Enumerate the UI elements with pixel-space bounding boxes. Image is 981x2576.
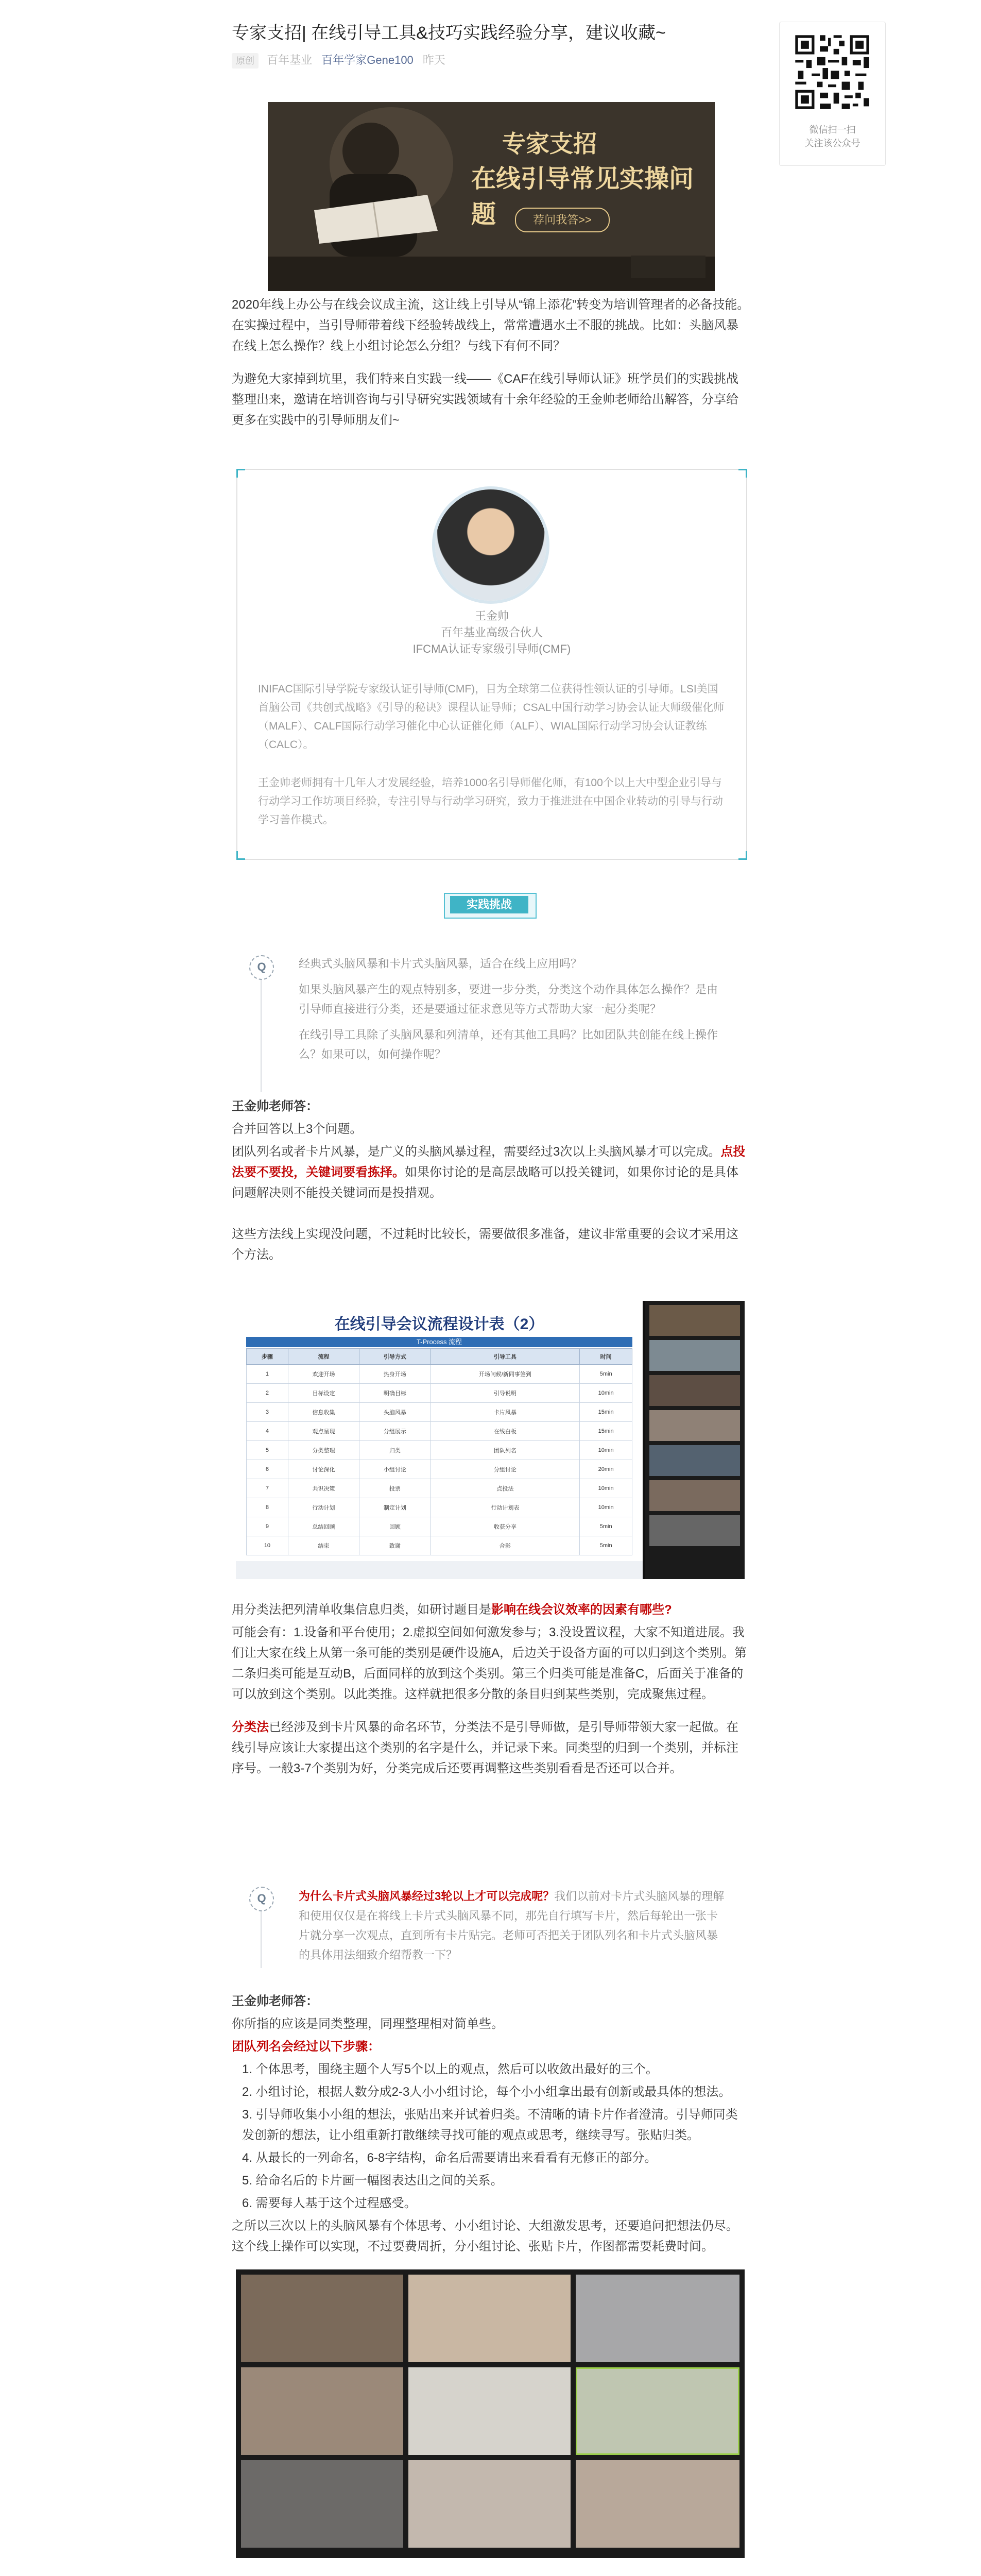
table-row — [247, 1479, 632, 1498]
table-row — [247, 1422, 632, 1441]
table-cell: 信息收集 — [288, 1403, 359, 1422]
table-row — [247, 1517, 632, 1536]
table-cell: 团队列名 — [431, 1441, 580, 1460]
article-title: 专家支招| 在线引导工具&技巧实践经验分享，建议收藏~ — [232, 23, 666, 43]
table-cell: 热身开场 — [359, 1365, 431, 1384]
intro-paragraph-1: 2020年线上办公与在线会议成主流，这让线上引导从“锦上添花”转变为培训管理者的必备技能。在实操过程中，当引导师带着线下经验转战线上，常常遭遇水土不服的挑战。比如：头脑风暴在线上怎么操作？线上小组讨论怎么分组？与线下有何不同？ — [232, 298, 750, 353]
expert-bio-1: INIFAC国际引导学院专家级认证引导师(CMF)，目为全球第二位获得性领认证的引导师。LSI美国首脑公司《共创式战略》《引导的秘诀》课程认证导师；CSAL中国行动学习协会认证大师级催化师（MALF）、CALF国际行动学习催化中心认证催化师（ALF）、WIAL国际行动学习协会认证教练（CALC）。 — [258, 683, 725, 751]
table-cell: 观点呈现 — [288, 1422, 359, 1441]
video-grid-screenshot — [236, 2269, 745, 2558]
table-row — [247, 1460, 632, 1479]
table-cell: 制定计划 — [359, 1498, 431, 1517]
table-cell: 目标设定 — [288, 1384, 359, 1403]
table-header-cell: 时间 — [580, 1349, 632, 1365]
step-item: 4. 从最长的一列命名，6-8字结构，命名后需要请出来看看有无修正的部分。 — [242, 2151, 657, 2165]
account-link[interactable]: 百年学家Gene100 — [321, 54, 414, 66]
table-row — [247, 1384, 632, 1403]
question-2-text: 为什么卡片式头脑风暴经过3轮以上才可以完成呢？我们以前对卡片式头脑风暴的理解和使用仅仅是在将线上卡片式头脑风暴不同，那先自行填写卡片，然后每轮出一张卡片就分享一次观点，直到所有卡片贴完。老师可否把关于团队列名和卡片式头脑风暴的具体用法细致介绍帮教一下？ — [299, 1890, 725, 1961]
table-cell: 7 — [247, 1479, 288, 1498]
table-cell: 讨论深化 — [288, 1460, 359, 1479]
table-cell: 20min — [580, 1460, 632, 1479]
table-row — [247, 1441, 632, 1460]
table-cell: 5min — [580, 1365, 632, 1384]
answer-1-paragraph-2: 这些方法线上实现没问题，不过耗时比较长，需要做很多准备，建议非常重要的会议才采用这个方法。 — [232, 1227, 738, 1262]
step-item: 3. 引导师收集小小组的想法，张贴出来并试着归类。不清晰的请卡片作者澄清。引导师同类发创新的想法，让小组重新打散继续寻找可能的观点或思考，继续寻写。张贴归类。 — [242, 2108, 738, 2142]
question-1-line-1: 经典式头脑风暴和卡片式头脑风暴，适合在线上应用吗？ — [299, 957, 582, 970]
section-label-1: 实践挑战 — [444, 889, 537, 920]
table-cell: 结束 — [288, 1536, 359, 1555]
table-cell: 分组展示 — [359, 1422, 431, 1441]
answer-3-line-1: 你所指的应该是同类整理，同理整理相对简单些。 — [232, 2017, 504, 2031]
table-cell: 共识决策 — [288, 1479, 359, 1498]
table-row — [247, 1498, 632, 1517]
table-cell: 归类 — [359, 1441, 431, 1460]
question-1-line-2: 如果头脑风暴产生的观点特别多，要进一步分类，分类这个动作具体怎么操作？是由引导师直接进行分类，还是要通过征求意见等方式帮助大家一起分类呢？ — [299, 983, 718, 1015]
shared-screen: 在线引导会议流程设计表（2） T-Process 流程 步骤 流程 引导方式 引导工具 时间 1 欢迎开场 热身开场 开场问候/新同事签到 5min 2 目标设定 明确目标 引导说明 10min 3 信息收集 头脑风暴 卡片风暴 15min 4 观点呈现 分组展示 在线白板 15min 5 分类整理 归类 团队列名 10min 6 讨论深化 小组讨论 分组讨论 20min 7 共识决策 投票 点投法 10min 8 行动计划 制定计划 行动计划表 10min 9 总结回顾 回顾 收获分享 5min 10 结束 致谢 合影 5min — [236, 1301, 643, 1579]
banner-button[interactable]: 荐问我答>> — [515, 208, 610, 232]
step-item: 1. 个体思考，围绕主题个人写5个以上的观点，然后可以收敛出最好的三个。 — [242, 2062, 659, 2076]
answer-2-paragraph-1: 可能会有：1.设备和平台使用；2.虚拟空间如何激发参与；3.没设置议程，大家不知道进展。我们让大家在线上从第一条可能的类别是硬件设施A，后边关于设备方面的可以归到这个类别。第二条归类可能是互动B，后面同样的放到这个类别。第三个归类可能是准备C，后面关于准备的可以放到这个类别。以此类推。这样就把很多分散的条目归到某些类别，完成聚焦过程。 — [232, 1625, 747, 1701]
expert-name: 王金帅 — [474, 609, 509, 622]
question-block-2 — [232, 1875, 750, 1973]
table-cell: 分组讨论 — [431, 1460, 580, 1479]
table-cell: 小组讨论 — [359, 1460, 431, 1479]
table-cell: 点投法 — [431, 1479, 580, 1498]
answer-3-steps-heading: 团队列名会经过以下步骤： — [232, 2040, 380, 2054]
step-item: 6. 需要每人基于这个过程感受。 — [242, 2196, 417, 2210]
table-row — [247, 1403, 632, 1422]
step-item: 5. 给命名后的卡片画一幅图表达出之间的关系。 — [242, 2174, 503, 2188]
step-item: 2. 小组讨论，根据人数分成2-3人小小组讨论，每个小小组拿出最有创新或最具体的想法。 — [242, 2085, 731, 2099]
table-cell: 引导说明 — [431, 1384, 580, 1403]
answer-1-line-2: 团队列名或者卡片风暴，是广义的头脑风暴过程，需要经过3次以上头脑风暴才可以完成。点投法要不要投，关键词要看拣择。如果你讨论的是高层战略可以投关键词，如果你讨论的是具体问题解决则不能投关键词而是投措观。 — [232, 1145, 746, 1200]
answer-block-3 — [232, 1991, 750, 2259]
answer-2-paragraph-2: 分类法已经涉及到卡片风暴的命名环节，分类法不是引导师做，是引导师带领大家一起做。在线引导应该让大家提出这个类别的名字是什么，并记录下来。同类型的归到一个类别，并标注序号。一般3-7个类别为好，分类完成后还要再调整这些类别看看是否还可以合并。 — [232, 1720, 738, 1775]
question-icon: Q — [249, 955, 274, 980]
intro-paragraph-2: 为避免大家掉到坑里，我们特来自实践一线——《CAF在线引导师认证》班学员们的实践挑战整理出来，邀请在培训咨询与引导研究实践领域有十余年经验的王金帅老师给出解答，分享给更多在实践中的引导师朋友们~ — [232, 372, 738, 427]
table-cell: 5min — [580, 1517, 632, 1536]
table-cell: 9 — [247, 1517, 288, 1536]
table-cell: 5 — [247, 1441, 288, 1460]
answer-block-1 — [232, 1096, 750, 1267]
table-cell: 6 — [247, 1460, 288, 1479]
table-cell: 分类整理 — [288, 1441, 359, 1460]
table-cell: 10min — [580, 1479, 632, 1498]
expert-role-1: 百年基业高级合伙人 — [440, 626, 543, 639]
table-cell: 收获分享 — [431, 1517, 580, 1536]
table-row — [247, 1536, 632, 1555]
table-cell: 明确目标 — [359, 1384, 431, 1403]
table-cell: 行动计划 — [288, 1498, 359, 1517]
flow-table — [246, 1348, 632, 1555]
video-caption — [232, 2573, 750, 2576]
expert-avatar — [435, 489, 546, 601]
table-header-cell: 引导工具 — [431, 1349, 580, 1365]
table-header-cell: 流程 — [288, 1349, 359, 1365]
question-1-line-3: 在线引导工具除了头脑风暴和列清单，还有其他工具吗？比如团队共创能在线上操作么？如果可以，如何操作呢？ — [299, 1028, 718, 1061]
banner-headline-2: 在线引导常见实操问题 — [471, 164, 694, 229]
table-cell: 合影 — [431, 1536, 580, 1555]
table-title: 在线引导会议流程设计表（2） — [334, 1316, 544, 1333]
answer-1-line-1: 合并回答以上3个问题。 — [232, 1122, 363, 1136]
original-tag: 原创 — [232, 53, 259, 69]
table-cell: 1 — [247, 1365, 288, 1384]
expert-bio-2: 王金帅老师拥有十几年人才发展经验，培养1000名引导师催化师，有100个以上大中型企业引导与行动学习工作坊项目经验，专注引导与行动学习研究，致力于推进进在中国企业转动的引导与行动学习善作模式。 — [258, 777, 723, 826]
table-cell: 回顾 — [359, 1517, 431, 1536]
table-cell: 头脑风暴 — [359, 1403, 431, 1422]
table-cell: 15min — [580, 1403, 632, 1422]
question-block-1 — [232, 943, 750, 1092]
table-cell: 4 — [247, 1422, 288, 1441]
qr-code-icon[interactable] — [793, 32, 872, 112]
table-cell: 10min — [580, 1498, 632, 1517]
table-cell: 开场问候/新同事签到 — [431, 1365, 580, 1384]
table-cell: 总结回顾 — [288, 1517, 359, 1536]
question-icon: Q — [249, 1887, 274, 1911]
banner-headline-1: 专家支招 — [502, 130, 597, 158]
expert-role-2: IFCMA认证专家级引导师(CMF) — [412, 642, 571, 655]
table-header-cell: 引导方式 — [359, 1349, 431, 1365]
table-cell: 3 — [247, 1403, 288, 1422]
intro-text — [232, 295, 750, 433]
table-header-cell: 步骤 — [247, 1349, 288, 1365]
table-cell: 致谢 — [359, 1536, 431, 1555]
video-thumbnails — [645, 1301, 745, 1579]
table-row — [247, 1365, 632, 1384]
qr-caption-line1: 微信扫一扫 — [809, 125, 856, 135]
table-cell: 投票 — [359, 1479, 431, 1498]
author-name: 百年基业 — [267, 54, 313, 66]
table-cell: 2 — [247, 1384, 288, 1403]
table-cell: 行动计划表 — [431, 1498, 580, 1517]
answer-3-closing: 之所以三次以上的头脑风暴有个体思考、小小组讨论、大组激发思考，还要追问把想法仍尽。这个线上操作可以实现，不过要费周折，分小组讨论、张贴卡片，作图都需要耗费时间。 — [232, 2219, 738, 2253]
banner-image — [268, 102, 715, 291]
table-cell: 8 — [247, 1498, 288, 1517]
publish-date: 昨天 — [422, 54, 445, 66]
answer-1-speaker: 王金帅老师答： — [232, 1099, 318, 1113]
article-meta — [232, 53, 445, 69]
expert-profile-card — [236, 469, 747, 860]
table-cell: 10 — [247, 1536, 288, 1555]
table-cell: 卡片风暴 — [431, 1403, 580, 1422]
answer-block-2: 用分类法把列清单收集信息归类，如研讨题目是影响在线会议效率的因素有哪些? 可能会有：1.设备和平台使用；2.虚拟空间如何激发参与；3.没设置议程，大家不知道进展。我们让大家在线上从第一条可能的类别是硬件设施A，后边关于设备方面的可以归到这个类别。第二条归类可能是互动B，后面同样的放到这个类别。第三个归类可能是准备C，后面关于准备的可以放到这个类别。以此类推。这样就把很多分散的条目归到某些类别，完成聚焦过程。 分类法已经涉及到卡片风暴的命名环节，分类法不是引导师做，是引导师带领大家一起做。在线引导应该让大家提出这个类别的名字是什么，并记录下来。同类型的归到一个类别，并标注序号。一般3-7个类别为好，分类完成后还要再调整这些类别看看是否还可以合并。 — [232, 1600, 750, 1781]
qr-card — [779, 22, 886, 166]
answer-3-speaker: 王金帅老师答： — [232, 1994, 318, 2008]
table-cell: 在线白板 — [431, 1422, 580, 1441]
qr-caption-line2: 关注该公众号 — [804, 138, 860, 148]
table-cell: 10min — [580, 1384, 632, 1403]
table-cell: 10min — [580, 1441, 632, 1460]
table-cell: 5min — [580, 1536, 632, 1555]
meeting-screenshot-table — [236, 1301, 745, 1579]
table-cell: 15min — [580, 1422, 632, 1441]
table-cell: 欢迎开场 — [288, 1365, 359, 1384]
